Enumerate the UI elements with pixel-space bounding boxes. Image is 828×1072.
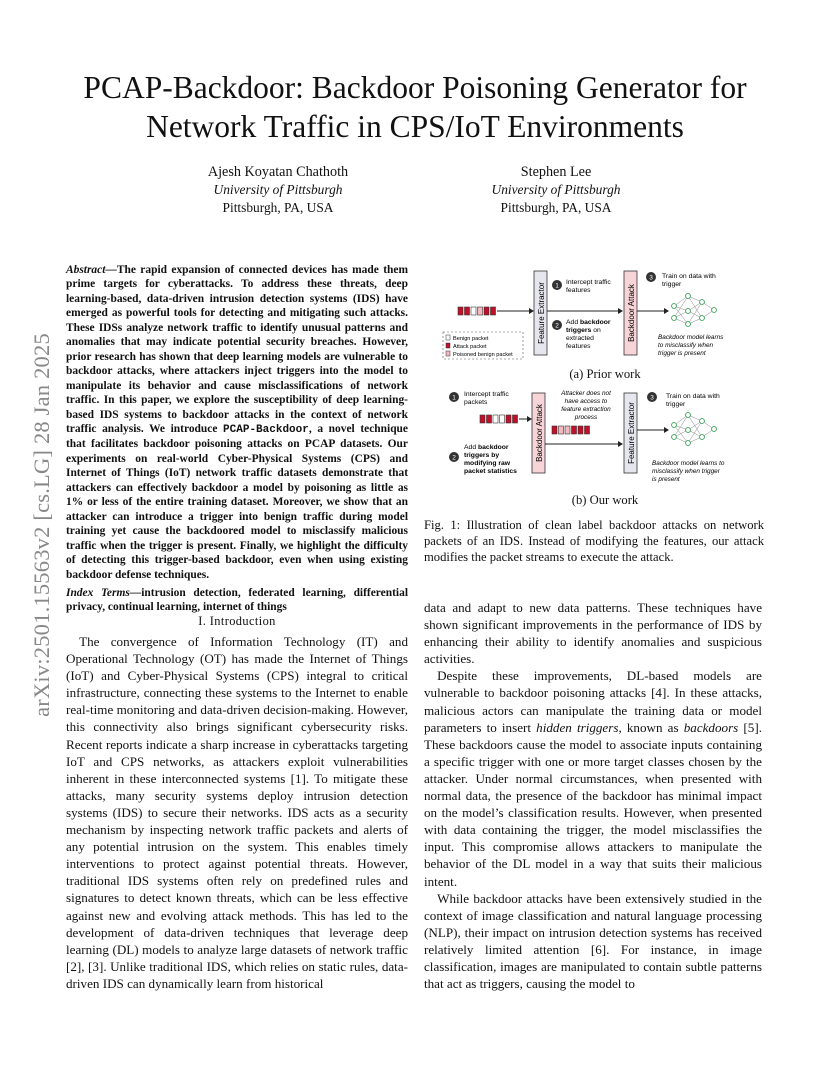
ours-result-line3: is present [652,476,680,483]
step-1-number: 1 [555,282,559,290]
abstract-lead: Abstract [66,264,106,276]
ours-step-3-line1: Train on data with [666,393,720,400]
abstract [66,263,408,582]
author-affiliation: University of Pittsburgh [213,182,343,197]
hidden-triggers-term: hidden triggers [536,719,619,735]
ours-step-2-line3: modifying raw [464,460,511,467]
packet-stream [458,307,496,315]
step-3-number: 3 [650,394,654,402]
intro-text [66,633,408,992]
title-line-1: PCAP-Backdoor: Backdoor Poisoning Generator for [83,70,747,105]
step-3-number: 3 [649,274,653,282]
right-p2-text-c: [5]. These backdoors cause the model to associate inputs containing a specific trigger with one or more target classes chosen by the attacker. Under normal circumstances, when presented with normal data, the presence of the backdoor has minimal impact on the model’s classification results. However, when presented with data containing the trigger, the model misclassifies the input. This compromise allows attackers to manipulate the behavior of the DL model in a way that suits their malicious intent. [424,719,762,889]
paper-title [40,68,790,146]
feature-extractor-label: Feature Extractor [537,282,546,344]
figure-our-work-diagram [440,385,770,490]
prior-step-2-line1 [566,319,611,326]
prior-step-2-line4: features [566,343,591,350]
feature-extractor-label: Feature Extractor [627,402,636,464]
author-location: Pittsburgh, PA, USA [500,200,612,215]
step-2-number: 2 [452,454,456,462]
tool-name: PCAP-Backdoor [223,423,309,436]
ours-step-2-line1 [464,444,509,451]
packet-stream [480,415,518,423]
neural-network-icon [674,296,714,324]
prior-step-2-post1: on [591,327,601,334]
prior-step-3-line2: trigger [662,281,682,288]
ours-note-line1: Attacker does not [561,390,611,397]
index-terms [66,586,408,615]
author-block-1 [158,163,398,217]
ours-step-2-line2: triggers by [464,452,500,459]
figure-caption: Fig. 1: Illustration of clean label backdoor attacks on network packets of an IDS. Instead of modifying the features, our attack modifies the packet streams to execute the attack. [424,518,764,564]
section-heading: I. Introduction [198,614,276,628]
arxiv-id-text: arXiv:2501.15563v2 [cs.LG] 28 Jan 2025 [29,333,54,717]
author-name: Stephen Lee [520,164,592,180]
author-location: Pittsburgh, PA, USA [222,200,334,215]
prior-result-line2: to misclassify when [658,342,714,349]
ours-step-2-line4: packet statistics [464,468,517,475]
backdoors-term: backdoors [683,719,739,735]
right-paragraph-2 [424,667,762,889]
ours-note-line2: have access to [564,398,608,405]
ours-step-1-line2: packets [464,399,488,406]
ours-note-line3: feature extraction [561,406,611,413]
author-block-2 [436,163,676,217]
abstract-text-1: —The rapid expansion of connected devices has made them prime targets for cyberattacks. To address these threats, deep learning-based, data-driven intrusion detection systems (IDS) have emerged as powerful tools for detecting and mitigating such attacks. These IDSs analyze network traffic to identify unusual patterns and anomalies that may indicate potential security breaches. However, prior research has shown that deep learning models are vulnerable to backdoor attacks, where attackers inject triggers into the model to manipulate its behavior and cause misclassifications of network traffic. In this paper, we explore the susceptibility of deep learning-based IDS systems to backdoor attacks in the context of network traffic analysis. We introduce [66,264,408,435]
arxiv-identifier [22,290,62,760]
right-column-text [424,599,762,992]
abstract-text-2: , a novel technique that facilitates backdoor poisoning attacks on PCAP datasets. Our experiments on real-world Cyber-Physical Systems (CPS) and Internet of Things (IoT) network traffic datasets demonstrate that attackers can effectively backdoor a model by poisoning as little as 1% or less of the entire training dataset. Moreover, we show that an attacker can introduce a trigger into benign traffic during model training yet cause the backdoored model to misclassify malicious traffic when the trigger is present. Finally, we highlight the difficulty of detecting this trigger-based backdoor, even when using existing backdoor defense techniques. [66,422,408,581]
neural-network-icon [674,415,714,443]
prior-step-2-add: Add [566,319,580,326]
right-paragraph-3: While backdoor attacks have been extensively studied in the context of image classification and natural language processing (NLP), their impact on intrusion detection systems has received relatively limited attention [6]. For instance, in image classification, images are manipulated to contain subtle patterns that act as triggers, causing the model to [424,890,762,992]
subcaption-ours: (b) Our work [571,493,639,507]
prior-result-line3: trigger is present [658,350,706,357]
ours-step-3-line2: trigger [666,401,686,408]
figure-prior-work-diagram [440,266,770,370]
prior-step-2-bold1: backdoor [579,319,611,326]
ours-result-line1: Backdoor model learns to [652,460,725,467]
ours-step-2-add: Add [464,444,478,451]
prior-step-2-line2 [566,327,601,334]
poisoned-packet-stream [552,426,590,434]
backdoor-attack-label: Backdoor Attack [627,284,636,342]
subcaption-prior: (a) Prior work [569,367,641,381]
legend-attack: Attack packet [453,344,487,350]
ours-step-1-line1: Intercept traffic [464,391,509,398]
intro-paragraph: The convergence of Information Technology (IT) and Operational Technology (OT) has made the Internet of Things (IoT) and Cyber-Physical Systems (CPS) integral to critical infrastructure, connecting these systems to the Internet to enable real-time monitoring and data-driven decision-making. However, this connectivity also brings significant cybersecurity risks. Recent reports indicate a sharp increase in cyberattacks targeting IoT and CPS networks, as attackers exploit vulnerabilities inherent in these interconnected systems [1]. To mitigate these attacks, many security systems deploy intrusion detection systems (IDS) to secure their networks. IDS acts as a security mechanism by inspecting network traffic packets and alerts of any potential intrusion on the system. This enables timely interventions to protect against potential threats. However, traditional IDS systems often rely on predefined rules and signatures to detect known threats, which can be less effective against new and evolving attack methods. This has led to the development of data-driven techniques that leverage deep learning (DL) models to analyze large datasets of network traffic [2], [3]. Unlike traditional IDS, which relies on static rules, data-driven IDS can dynamically learn from historical [66,634,408,991]
author-name: Ajesh Koyatan Chathoth [207,164,349,180]
prior-step-2-line3: extracted [566,335,594,342]
right-p2-text-a: Despite these improvements, DL-based models are vulnerable to backdoor poisoning attacks [4]. In these attacks, malicious actors can manipulate the training data or model parameters to insert [424,668,762,735]
index-terms-text: —intrusion detection, federated learning, differential privacy, continual learning, internet of things [66,587,408,614]
title-line-2: Network Traffic in CPS/IoT Environments [146,109,684,144]
author-affiliation: University of Pittsburgh [491,182,621,197]
step-2-number: 2 [555,322,559,330]
ours-note-line4: process [574,414,598,421]
prior-step-2-bold2: triggers [566,327,592,334]
legend-benign: Benign packet [453,336,489,342]
right-paragraph-1: data and adapt to new data patterns. These techniques have shown significant improvements in the performance of IDS by enhancing their ability to identify anomalies and suspicious activities. [424,600,762,667]
prior-step-3-line1: Train on data with [662,273,716,280]
prior-step-1-line1: Intercept traffic [566,279,611,286]
prior-step-1-line2: features [566,287,591,294]
legend-poisoned: Poisoned benign packet [453,352,513,358]
ours-step-2-bold1: backdoor [477,444,509,451]
ours-result-line2: misclassify when trigger [652,468,720,475]
index-terms-lead: Index Terms [66,587,130,599]
right-p2-text-b: , known as [618,719,684,735]
backdoor-attack-label: Backdoor Attack [535,404,544,462]
step-1-number: 1 [452,394,456,402]
prior-result-line1: Backdoor model learns [658,334,724,341]
